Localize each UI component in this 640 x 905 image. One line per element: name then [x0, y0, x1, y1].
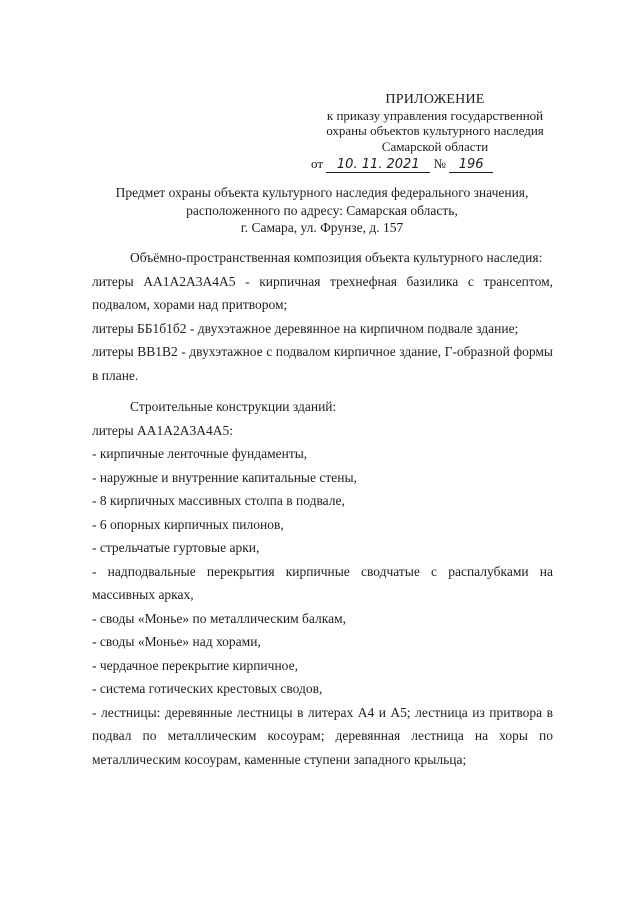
document-subject	[92, 184, 552, 237]
list-item: - лестницы: деревянные лестницы в литерах А4 и А5; лестница из притвора в подвал по металлическим косоурам; деревянная лестница на хоры по металлическим косоурам, каменные ступени западного крыльца;	[92, 704, 553, 767]
order-number: 196	[449, 158, 493, 173]
subject-line: г. Самара, ул. Фрунзе, д. 157	[240, 220, 404, 235]
list-item: - своды «Монье» над хорами,	[92, 634, 261, 649]
list-item: - 6 опорных кирпичных пилонов,	[92, 516, 284, 532]
list-item: - система готических крестовых сводов,	[92, 681, 323, 696]
order-signature-line	[305, 156, 565, 173]
appendix-line: Самарской области	[381, 138, 489, 154]
subject-line: Предмет охраны объекта культурного наследия федерального значения,	[115, 185, 529, 200]
section-heading: Строительные конструкции зданий:	[130, 399, 337, 414]
list-item: - кирпичные ленточные фундаменты,	[92, 446, 308, 461]
appendix-header	[305, 92, 565, 173]
list-item: - 8 кирпичных массивных столпа в подвале,	[92, 493, 345, 508]
section-heading: Объёмно-пространственная композиция объекта культурного наследия:	[130, 250, 543, 265]
document-body	[92, 246, 553, 771]
subject-line: расположенного по адресу: Самарская область,	[186, 202, 458, 218]
list-item: - чердачное перекрытие кирпичное,	[92, 657, 298, 673]
number-prefix: №	[433, 156, 446, 171]
list-item: - своды «Монье» по металлическим балкам,	[92, 610, 347, 626]
appendix-line: охраны объектов культурного наследия	[326, 123, 544, 138]
paragraph: литеры АА1А2А3А4А5 - кирпичная трехнефная базилика с трансептом, подвалом, хорами над притвором;	[92, 273, 553, 312]
list-item: - наружные и внутренние капитальные стены,	[92, 469, 357, 485]
order-date: 10. 11. 2021	[326, 158, 430, 173]
appendix-line: к приказу управления государственной	[326, 107, 544, 123]
paragraph: литеры ББ1б1б2 - двухэтажное деревянное на кирпичном подвале здание;	[92, 320, 519, 336]
list-item: - стрельчатые гуртовые арки,	[92, 540, 260, 555]
date-prefix: от	[311, 156, 324, 171]
paragraph: литеры ВВ1В2 - двухэтажное с подвалом кирпичное здание, Г-образной формы в плане.	[92, 344, 553, 383]
appendix-title: ПРИЛОЖЕНИЕ	[385, 92, 485, 107]
list-item: - надподвальные перекрытия кирпичные сводчатые с распалубками на массивных арках,	[92, 563, 553, 602]
paragraph: литеры АА1А2А3А4А5:	[92, 422, 234, 438]
